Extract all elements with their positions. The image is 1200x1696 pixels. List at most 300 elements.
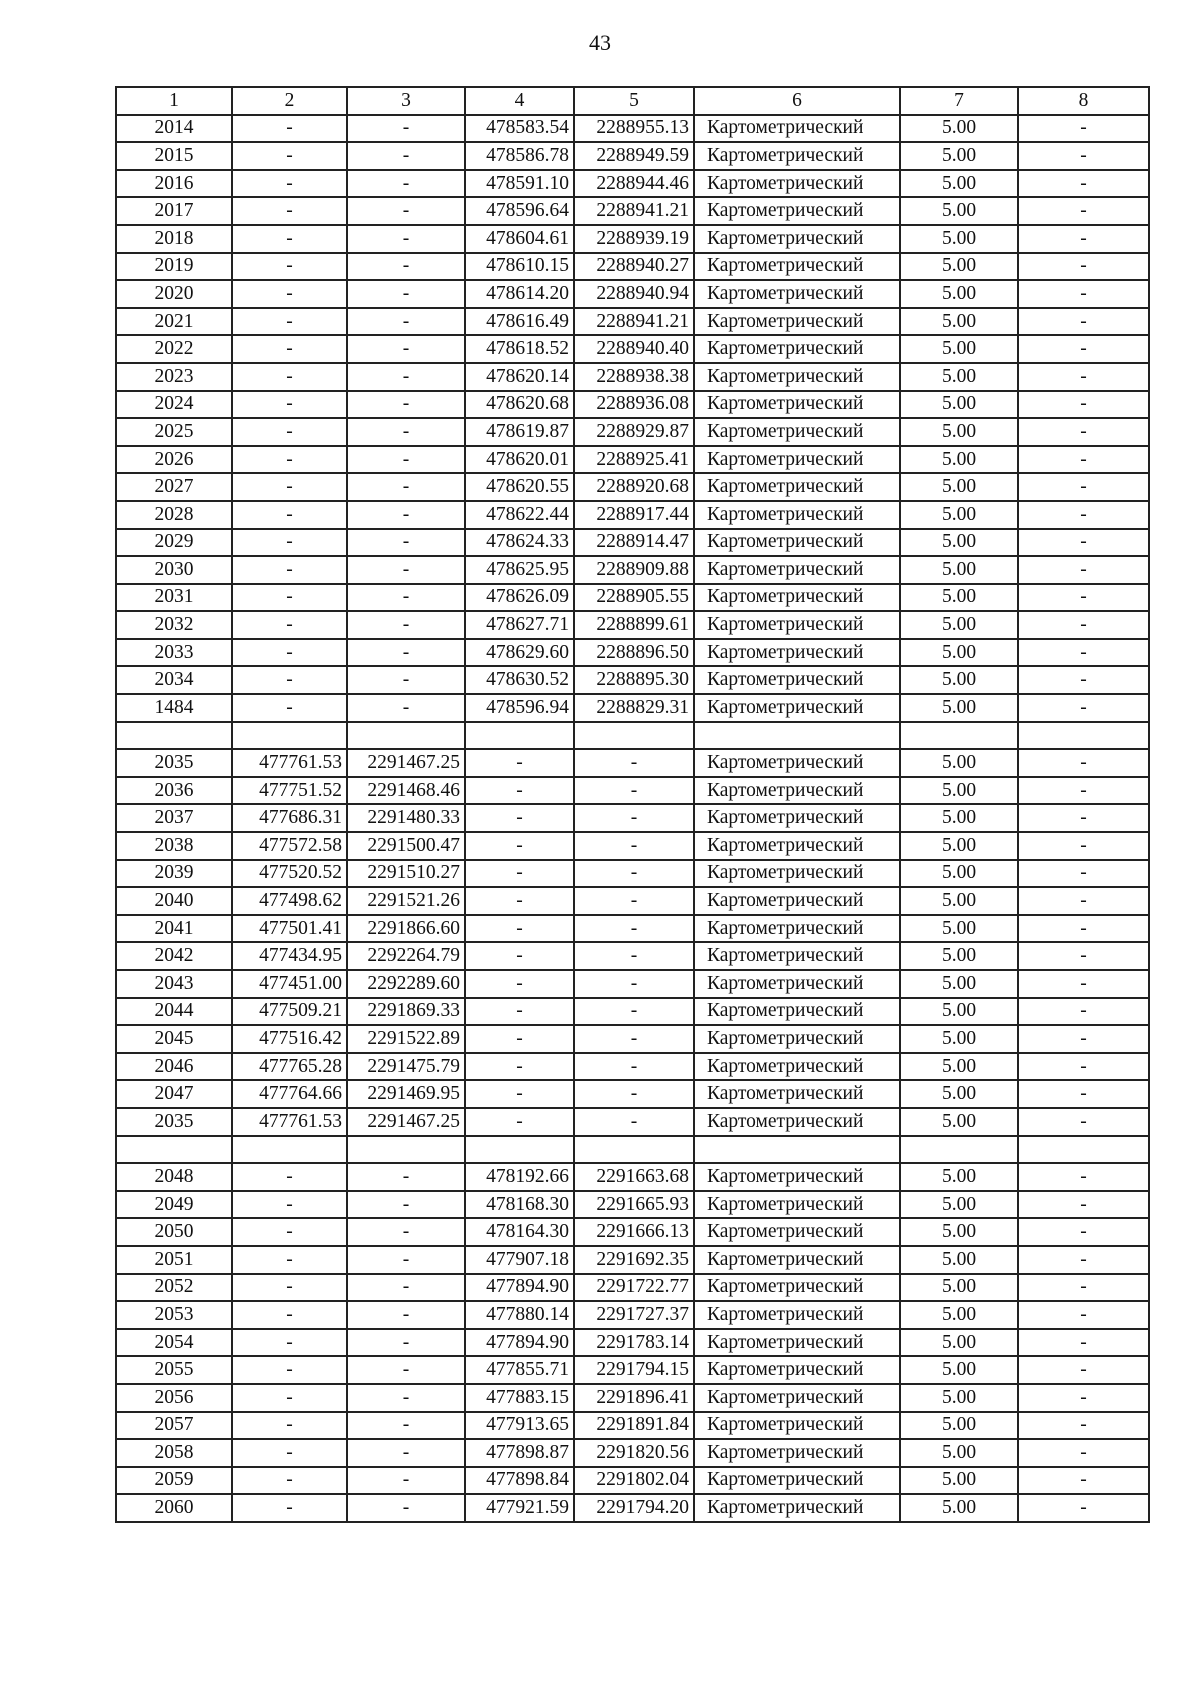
table-cell: - <box>232 1412 347 1440</box>
table-cell: 5.00 <box>900 970 1018 998</box>
table-cell: - <box>1018 335 1149 363</box>
table-cell: Картометрический <box>694 529 900 557</box>
table-cell: - <box>347 694 465 722</box>
table-cell: 5.00 <box>900 832 1018 860</box>
table-row <box>116 666 1149 694</box>
table-cell: - <box>1018 860 1149 888</box>
table-cell: 477894.90 <box>465 1329 574 1357</box>
table-cell: 2288944.46 <box>574 170 694 198</box>
table-cell: 5.00 <box>900 363 1018 391</box>
table-row <box>116 473 1149 501</box>
table-cell: - <box>232 391 347 419</box>
table-cell: 477921.59 <box>465 1494 574 1522</box>
table-cell: 478620.55 <box>465 473 574 501</box>
table-cell: 2037 <box>116 804 232 832</box>
table-cell: - <box>232 1384 347 1412</box>
table-cell: 5.00 <box>900 115 1018 143</box>
table-cell: Картометрический <box>694 1274 900 1302</box>
table-cell: 478614.20 <box>465 280 574 308</box>
header-cell: 3 <box>347 87 465 115</box>
table-cell: 5.00 <box>900 887 1018 915</box>
table-cell: - <box>1018 280 1149 308</box>
table-cell: 5.00 <box>900 1053 1018 1081</box>
table-cell: - <box>465 832 574 860</box>
table-cell: 2048 <box>116 1163 232 1191</box>
table-cell: 477501.41 <box>232 915 347 943</box>
table-row <box>116 1301 1149 1329</box>
table-cell: - <box>1018 1494 1149 1522</box>
table-cell: 2019 <box>116 253 232 281</box>
table-cell: 2021 <box>116 308 232 336</box>
table-cell: - <box>574 1053 694 1081</box>
table-cell: - <box>1018 777 1149 805</box>
table-cell: - <box>232 1191 347 1219</box>
table-row <box>116 804 1149 832</box>
table-row <box>116 584 1149 612</box>
table-cell: 2058 <box>116 1439 232 1467</box>
table-cell: - <box>347 1246 465 1274</box>
table-cell: - <box>574 777 694 805</box>
table-cell: 477898.84 <box>465 1467 574 1495</box>
table-cell: - <box>1018 308 1149 336</box>
table-cell: - <box>574 832 694 860</box>
table-cell: - <box>465 887 574 915</box>
table-cell: - <box>1018 418 1149 446</box>
table-row <box>116 942 1149 970</box>
table-cell: Картометрический <box>694 832 900 860</box>
table-cell: - <box>232 1246 347 1274</box>
table-cell: - <box>232 584 347 612</box>
table-cell: Картометрический <box>694 1439 900 1467</box>
table-cell: 2291794.20 <box>574 1494 694 1522</box>
table-cell: - <box>465 942 574 970</box>
table-cell: Картометрический <box>694 142 900 170</box>
table-cell: 478618.52 <box>465 335 574 363</box>
table-cell: Картометрический <box>694 197 900 225</box>
table-row <box>116 115 1149 143</box>
table-cell <box>347 722 465 750</box>
table-cell: - <box>232 1163 347 1191</box>
table-cell: - <box>574 860 694 888</box>
table-cell: - <box>347 363 465 391</box>
table-cell: Картометрический <box>694 363 900 391</box>
table-cell: - <box>1018 170 1149 198</box>
table-cell: - <box>1018 1191 1149 1219</box>
table-cell: 478610.15 <box>465 253 574 281</box>
table-cell: - <box>1018 1080 1149 1108</box>
table-cell: Картометрический <box>694 1108 900 1136</box>
table-cell: - <box>1018 942 1149 970</box>
table-cell: Картометрический <box>694 915 900 943</box>
table-cell: Картометрический <box>694 308 900 336</box>
table-cell: - <box>347 611 465 639</box>
table-cell: - <box>1018 666 1149 694</box>
table-row <box>116 1191 1149 1219</box>
table-cell: - <box>347 1494 465 1522</box>
table-cell: 478630.52 <box>465 666 574 694</box>
table-cell: - <box>347 473 465 501</box>
table-cell: 2025 <box>116 418 232 446</box>
table-header-row <box>116 87 1149 115</box>
table-cell: 2288938.38 <box>574 363 694 391</box>
table-row <box>116 253 1149 281</box>
table-cell: 2291467.25 <box>347 1108 465 1136</box>
table-cell: Картометрический <box>694 1494 900 1522</box>
table-cell: Картометрический <box>694 1218 900 1246</box>
table-cell: - <box>347 584 465 612</box>
table-cell: - <box>1018 1329 1149 1357</box>
table-cell: - <box>1018 197 1149 225</box>
table-cell: - <box>465 749 574 777</box>
table-cell: 2291820.56 <box>574 1439 694 1467</box>
table-cell: 5.00 <box>900 197 1018 225</box>
table-cell: Картометрический <box>694 391 900 419</box>
table-cell: 2014 <box>116 115 232 143</box>
table-cell: - <box>347 253 465 281</box>
table-cell: Картометрический <box>694 694 900 722</box>
table-cell: - <box>347 115 465 143</box>
table-cell: - <box>1018 1246 1149 1274</box>
table-cell: 5.00 <box>900 611 1018 639</box>
table-cell: - <box>347 639 465 667</box>
table-cell: 478627.71 <box>465 611 574 639</box>
table-row <box>116 722 1149 750</box>
table-cell: 2042 <box>116 942 232 970</box>
table-cell: - <box>1018 1412 1149 1440</box>
table-row <box>116 860 1149 888</box>
table-cell: - <box>1018 1439 1149 1467</box>
table-row <box>116 1274 1149 1302</box>
table-cell: 5.00 <box>900 1467 1018 1495</box>
table-row <box>116 777 1149 805</box>
table-cell: - <box>347 142 465 170</box>
table-cell: 5.00 <box>900 253 1018 281</box>
table-cell: 5.00 <box>900 280 1018 308</box>
table-cell <box>574 722 694 750</box>
table-cell: 2023 <box>116 363 232 391</box>
table-cell: 2032 <box>116 611 232 639</box>
table-cell: 2027 <box>116 473 232 501</box>
table-cell: Картометрический <box>694 970 900 998</box>
table-cell: 477761.53 <box>232 749 347 777</box>
table-cell <box>694 1136 900 1164</box>
table-cell: 2041 <box>116 915 232 943</box>
table-cell: - <box>232 308 347 336</box>
table-cell: - <box>574 887 694 915</box>
table-row <box>116 832 1149 860</box>
table-cell: 477913.65 <box>465 1412 574 1440</box>
table-cell: 2291783.14 <box>574 1329 694 1357</box>
table-cell: 2288909.88 <box>574 556 694 584</box>
table-cell: 478591.10 <box>465 170 574 198</box>
table-cell: 5.00 <box>900 694 1018 722</box>
table-cell: 2291869.33 <box>347 998 465 1026</box>
table-row <box>116 970 1149 998</box>
table-cell: 5.00 <box>900 666 1018 694</box>
table-cell: - <box>347 501 465 529</box>
table-cell: - <box>1018 446 1149 474</box>
table-cell: 2288905.55 <box>574 584 694 612</box>
table-cell: 5.00 <box>900 1080 1018 1108</box>
table-cell: 5.00 <box>900 1191 1018 1219</box>
table-row <box>116 418 1149 446</box>
table-cell: - <box>1018 473 1149 501</box>
table-cell: 2288936.08 <box>574 391 694 419</box>
table-cell: - <box>232 197 347 225</box>
table-cell: 5.00 <box>900 142 1018 170</box>
table-cell: 2288941.21 <box>574 308 694 336</box>
table-cell: 478626.09 <box>465 584 574 612</box>
table-cell: - <box>465 1053 574 1081</box>
table-row <box>116 529 1149 557</box>
table-cell: 2024 <box>116 391 232 419</box>
table-cell: - <box>232 666 347 694</box>
table-cell: 2291866.60 <box>347 915 465 943</box>
table-cell: 478620.68 <box>465 391 574 419</box>
table-cell: - <box>1018 501 1149 529</box>
table-cell: - <box>347 1329 465 1357</box>
table-row <box>116 280 1149 308</box>
table-row <box>116 142 1149 170</box>
table-cell: - <box>1018 225 1149 253</box>
table-cell: - <box>347 1467 465 1495</box>
table-cell: 478604.61 <box>465 225 574 253</box>
table-cell: Картометрический <box>694 804 900 832</box>
table-cell: - <box>232 1439 347 1467</box>
table-cell: Картометрический <box>694 860 900 888</box>
table-cell: 2036 <box>116 777 232 805</box>
header-cell: 6 <box>694 87 900 115</box>
table-cell: 5.00 <box>900 1025 1018 1053</box>
table-cell: 2291727.37 <box>574 1301 694 1329</box>
table-cell: 478583.54 <box>465 115 574 143</box>
table-cell: 5.00 <box>900 446 1018 474</box>
table-cell: 2044 <box>116 998 232 1026</box>
table-cell: - <box>347 556 465 584</box>
table-cell: 5.00 <box>900 915 1018 943</box>
table-cell: - <box>347 280 465 308</box>
table-row <box>116 556 1149 584</box>
table-cell: 2291663.68 <box>574 1163 694 1191</box>
table-cell: 477751.52 <box>232 777 347 805</box>
table-cell: - <box>574 1025 694 1053</box>
table-cell: - <box>232 335 347 363</box>
table-cell: 5.00 <box>900 1439 1018 1467</box>
table-row <box>116 1439 1149 1467</box>
table-cell: - <box>574 915 694 943</box>
table-cell: 2052 <box>116 1274 232 1302</box>
table-cell: - <box>465 1080 574 1108</box>
table-cell: - <box>465 1025 574 1053</box>
table-cell: 2288895.30 <box>574 666 694 694</box>
table-cell: 477764.66 <box>232 1080 347 1108</box>
table-cell: - <box>232 142 347 170</box>
table-cell: 477572.58 <box>232 832 347 860</box>
table-cell: 478586.78 <box>465 142 574 170</box>
table-cell: - <box>1018 529 1149 557</box>
table-cell: - <box>347 1218 465 1246</box>
header-cell: 8 <box>1018 87 1149 115</box>
table-cell: - <box>1018 749 1149 777</box>
table-cell: Картометрический <box>694 1080 900 1108</box>
table-cell: 2291521.26 <box>347 887 465 915</box>
table-cell: Картометрический <box>694 1467 900 1495</box>
table-cell: 477509.21 <box>232 998 347 1026</box>
table-row <box>116 1218 1149 1246</box>
table-cell: 2030 <box>116 556 232 584</box>
table-cell: - <box>1018 556 1149 584</box>
table-cell <box>347 1136 465 1164</box>
table-cell: 2056 <box>116 1384 232 1412</box>
table-row <box>116 749 1149 777</box>
table-cell: 2292289.60 <box>347 970 465 998</box>
table-cell: 478622.44 <box>465 501 574 529</box>
table-cell: - <box>1018 1163 1149 1191</box>
table-row <box>116 1136 1149 1164</box>
table-cell: 5.00 <box>900 804 1018 832</box>
table-cell: 2020 <box>116 280 232 308</box>
table-cell: 478624.33 <box>465 529 574 557</box>
table-cell: - <box>232 639 347 667</box>
table-cell: - <box>1018 639 1149 667</box>
table-cell: - <box>574 1080 694 1108</box>
table-cell: 2045 <box>116 1025 232 1053</box>
table-cell: 2018 <box>116 225 232 253</box>
table-cell: 2288940.27 <box>574 253 694 281</box>
table-cell: - <box>232 225 347 253</box>
table-cell: 2040 <box>116 887 232 915</box>
table-cell: - <box>347 1384 465 1412</box>
table-row <box>116 391 1149 419</box>
table-cell <box>232 722 347 750</box>
table-cell: - <box>347 1439 465 1467</box>
table-cell: 2047 <box>116 1080 232 1108</box>
table-cell: 477883.15 <box>465 1384 574 1412</box>
table-cell: 5.00 <box>900 777 1018 805</box>
table-cell: Картометрический <box>694 1329 900 1357</box>
table-cell: 2029 <box>116 529 232 557</box>
table-cell: - <box>1018 915 1149 943</box>
table-cell: - <box>232 170 347 198</box>
table-cell: - <box>1018 1467 1149 1495</box>
table-cell: Картометрический <box>694 584 900 612</box>
table-cell: 5.00 <box>900 1246 1018 1274</box>
table-cell: - <box>232 1356 347 1384</box>
table-cell: - <box>232 446 347 474</box>
table-row <box>116 501 1149 529</box>
table-cell: - <box>347 225 465 253</box>
table-cell: 477498.62 <box>232 887 347 915</box>
table-cell: 5.00 <box>900 1218 1018 1246</box>
table-cell: - <box>232 473 347 501</box>
table-row <box>116 998 1149 1026</box>
table-cell: 478616.49 <box>465 308 574 336</box>
table-cell: 2288949.59 <box>574 142 694 170</box>
table-cell: 2053 <box>116 1301 232 1329</box>
table-cell: - <box>1018 887 1149 915</box>
table-cell: - <box>574 804 694 832</box>
table-cell: - <box>347 1412 465 1440</box>
table-cell: 478620.14 <box>465 363 574 391</box>
table-cell: 5.00 <box>900 335 1018 363</box>
table-cell: - <box>347 1163 465 1191</box>
table-cell: - <box>232 253 347 281</box>
table-cell: - <box>347 418 465 446</box>
table-cell: 5.00 <box>900 1356 1018 1384</box>
table-cell: 5.00 <box>900 942 1018 970</box>
table-cell: - <box>232 611 347 639</box>
table-row <box>116 335 1149 363</box>
table-cell: 477686.31 <box>232 804 347 832</box>
table-row <box>116 1412 1149 1440</box>
table-cell: - <box>1018 1384 1149 1412</box>
table-cell <box>116 722 232 750</box>
page-number: 43 <box>589 30 611 55</box>
table-cell: 477907.18 <box>465 1246 574 1274</box>
table-cell: 2288925.41 <box>574 446 694 474</box>
table-cell: 477434.95 <box>232 942 347 970</box>
table-cell: 2288899.61 <box>574 611 694 639</box>
table-cell: 477761.53 <box>232 1108 347 1136</box>
table-cell: 478168.30 <box>465 1191 574 1219</box>
table-cell: Картометрический <box>694 115 900 143</box>
table-cell: Картометрический <box>694 1191 900 1219</box>
table-cell: Картометрический <box>694 280 900 308</box>
table-row <box>116 1163 1149 1191</box>
table-cell: 5.00 <box>900 1274 1018 1302</box>
table-cell: - <box>232 1467 347 1495</box>
table-cell: Картометрический <box>694 1246 900 1274</box>
coordinates-table <box>115 86 1150 1523</box>
table-cell <box>694 722 900 750</box>
table-cell: 2288939.19 <box>574 225 694 253</box>
table-cell: 2060 <box>116 1494 232 1522</box>
table-cell: 2288920.68 <box>574 473 694 501</box>
table-row <box>116 1494 1149 1522</box>
table-cell: 5.00 <box>900 391 1018 419</box>
table-row <box>116 197 1149 225</box>
table-cell <box>1018 722 1149 750</box>
table-cell: - <box>232 529 347 557</box>
header-cell: 2 <box>232 87 347 115</box>
table-cell: 2015 <box>116 142 232 170</box>
table-cell: Картометрический <box>694 777 900 805</box>
table-cell: 2035 <box>116 749 232 777</box>
table-cell: - <box>232 1329 347 1357</box>
table-cell: 2017 <box>116 197 232 225</box>
table-cell: - <box>574 1108 694 1136</box>
table-cell: 5.00 <box>900 1108 1018 1136</box>
table-row <box>116 363 1149 391</box>
table-cell: Картометрический <box>694 1025 900 1053</box>
table-cell: 477516.42 <box>232 1025 347 1053</box>
table-cell: - <box>465 998 574 1026</box>
table-cell: 2051 <box>116 1246 232 1274</box>
table-cell: 5.00 <box>900 860 1018 888</box>
table-cell: Картометрический <box>694 749 900 777</box>
table-row <box>116 1329 1149 1357</box>
table-cell: 5.00 <box>900 749 1018 777</box>
table-row <box>116 1080 1149 1108</box>
table-cell: 5.00 <box>900 418 1018 446</box>
table-cell: 477880.14 <box>465 1301 574 1329</box>
table-cell: 2291469.95 <box>347 1080 465 1108</box>
table-cell: 2291891.84 <box>574 1412 694 1440</box>
table-cell: - <box>1018 970 1149 998</box>
table-cell: - <box>232 694 347 722</box>
table-cell: 5.00 <box>900 473 1018 501</box>
table-cell: - <box>1018 998 1149 1026</box>
